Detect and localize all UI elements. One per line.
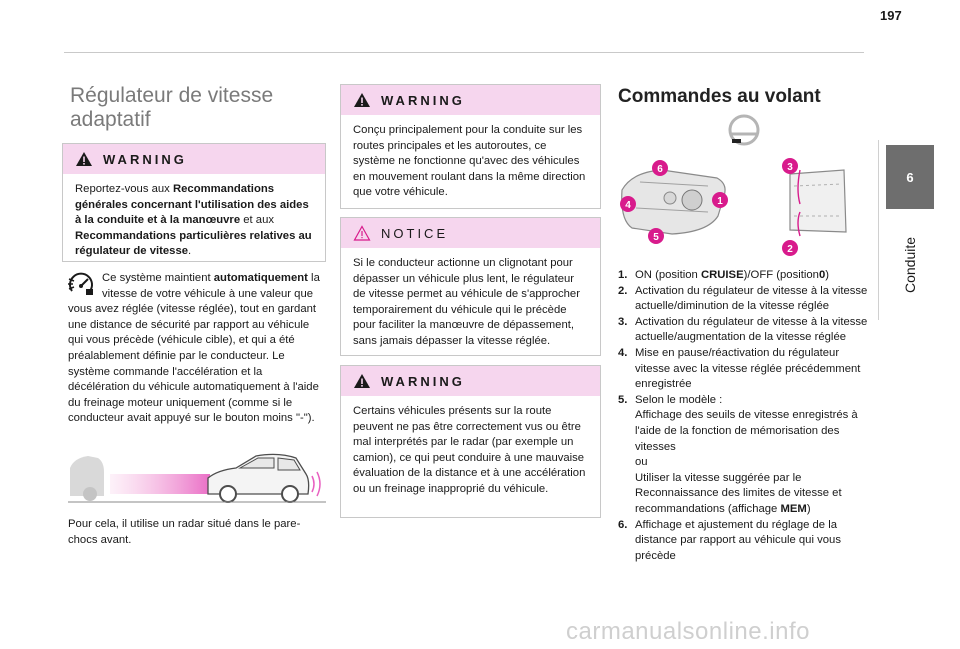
notice-header [341, 218, 600, 248]
warning-triangle-icon [75, 151, 93, 167]
item-number: 6. [618, 518, 628, 531]
item-text: Affichage et ajustement du réglage de la distance par rapport au véhicule qui vous précède [635, 518, 841, 562]
page-number: 197 [880, 8, 902, 23]
intro-lead: Ce système maintient [102, 272, 214, 284]
list-item [618, 268, 876, 284]
intro-rest: la vitesse de votre véhicule à une valeur que vous avez réglée (vitesse réglée), tout en gardant une distance de sécurité par rapport au véhicule qui vous précède (véhicule cible), et qui a été préalablement définie par le conducteur. Le système commande l'accélération et la décélération du véhicule automatiquement à l'aide du freinage moteur uniquement (comme si le conducteur avait appuyé sur le bouton moins "-"). [68, 272, 320, 425]
item-text: Mise en pause/réactivation du régulateur vitesse avec la vitesse réglée précédemment enregistrée [635, 346, 861, 391]
warning1-link-general: Recommandations générales concernant l'utilisation des aides à la conduite et à la manœuvre [75, 183, 309, 227]
section-title: Régulateur de vitesse adaptatif [70, 84, 274, 131]
chapter-tab[interactable] [886, 145, 934, 209]
item-number: 5. [618, 393, 628, 406]
warning-box-3 [340, 365, 601, 518]
callout-5: 5 [653, 232, 659, 243]
chapter-number: 6 [906, 169, 914, 185]
chapter-label-text: Conduite [902, 236, 918, 294]
callout-3: 3 [787, 162, 793, 173]
item-text: Activation du régulateur de vitesse à la vitesse actuelle/diminution de la vitesse réglée [635, 284, 868, 313]
notice-box [340, 217, 601, 356]
radar-illustration [68, 448, 326, 504]
callout-6: 6 [657, 164, 663, 175]
warning-text-1 [63, 174, 325, 268]
item-text: Activation du régulateur de vitesse à la vitesse actuelle/augmentation de la vitesse réglée [635, 315, 868, 344]
item-text: ON (position CRUISE)/OFF (position0) [635, 269, 830, 281]
item-number: 1. [618, 269, 628, 281]
controls-title: Commandes au volant [618, 86, 821, 107]
warning-header-1 [63, 144, 325, 174]
notice-text: Si le conducteur actionne un clignotant pour dépasser un véhicule plus lent, le régulateur de vitesse permet au véhicule de s'approcher temporairement du véhicule qui le précède pour faciliter la manœuvre de dépassement, sans jamais dépasser la vitesse réglée. [353, 257, 580, 347]
list-item [618, 518, 876, 565]
warning-box-2 [340, 84, 601, 209]
warning1-part: et aux [240, 214, 275, 227]
adaptive-cruise-icon [66, 271, 96, 297]
watermark: carmanualsonline.info [566, 618, 810, 645]
warning-box-1 [62, 143, 326, 262]
warning-title-2: WARNING [381, 92, 465, 108]
warning-header-2 [341, 85, 600, 115]
warning-triangle-icon [353, 373, 371, 389]
notice-triangle-icon [353, 225, 371, 241]
callout-4: 4 [625, 200, 631, 211]
callout-1: 1 [717, 196, 723, 207]
item-number: 3. [618, 315, 628, 328]
callout-2: 2 [787, 244, 793, 255]
controls-list [618, 268, 876, 564]
list-item [618, 284, 876, 315]
list-item [618, 393, 876, 518]
steering-controls-diagram [612, 112, 870, 262]
warning-header-3 [341, 366, 600, 396]
item-text: Selon le modèle : Affichage des seuils de vitesse enregistrés à l'aide de la fonction de mémorisation des vitesses ou Utiliser la vitesse suggérée par le Reconnaissance des limites de vitesse et recommandations (affichage MEM) [635, 393, 858, 515]
steering-wheel-icon [730, 116, 758, 144]
header-divider [64, 52, 864, 53]
item-number: 4. [618, 346, 628, 359]
warning-text-2: Conçu principalement pour la conduite sur les routes principales et les autoroutes, ce système ne fonctionne qu'avec des véhicules en mouvement roulant dans la même direction que votre véhicule. [353, 124, 586, 199]
intro-bold: automatiquement [213, 272, 308, 284]
warning1-link-specific: Recommandations particulières relatives au régulateur de vitesse [75, 229, 312, 258]
list-item [618, 346, 876, 393]
item-number: 2. [618, 284, 628, 297]
warning-text-3: Certains véhicules présents sur la route peuvent ne pas être correctement vus ou être mal interprétés par le radar (par exemple un camion), ce qui peut conduire à une mauvaise évaluation de la distance et à une accélération ou un freinage inapproprié du véhicule. [353, 405, 586, 495]
warning-title-1: WARNING [103, 151, 187, 167]
warning-triangle-icon [353, 92, 371, 108]
notice-title: NOTICE [381, 225, 449, 241]
warning-title-3: WARNING [381, 373, 465, 389]
chapter-label [868, 215, 952, 315]
intro-paragraph [68, 271, 326, 427]
radar-paragraph: Pour cela, il utilise un radar situé dans le pare-chocs avant. [68, 518, 301, 546]
warning1-part: . [188, 245, 192, 258]
list-item [618, 315, 876, 346]
warning1-part: Reportez-vous aux [75, 183, 173, 195]
